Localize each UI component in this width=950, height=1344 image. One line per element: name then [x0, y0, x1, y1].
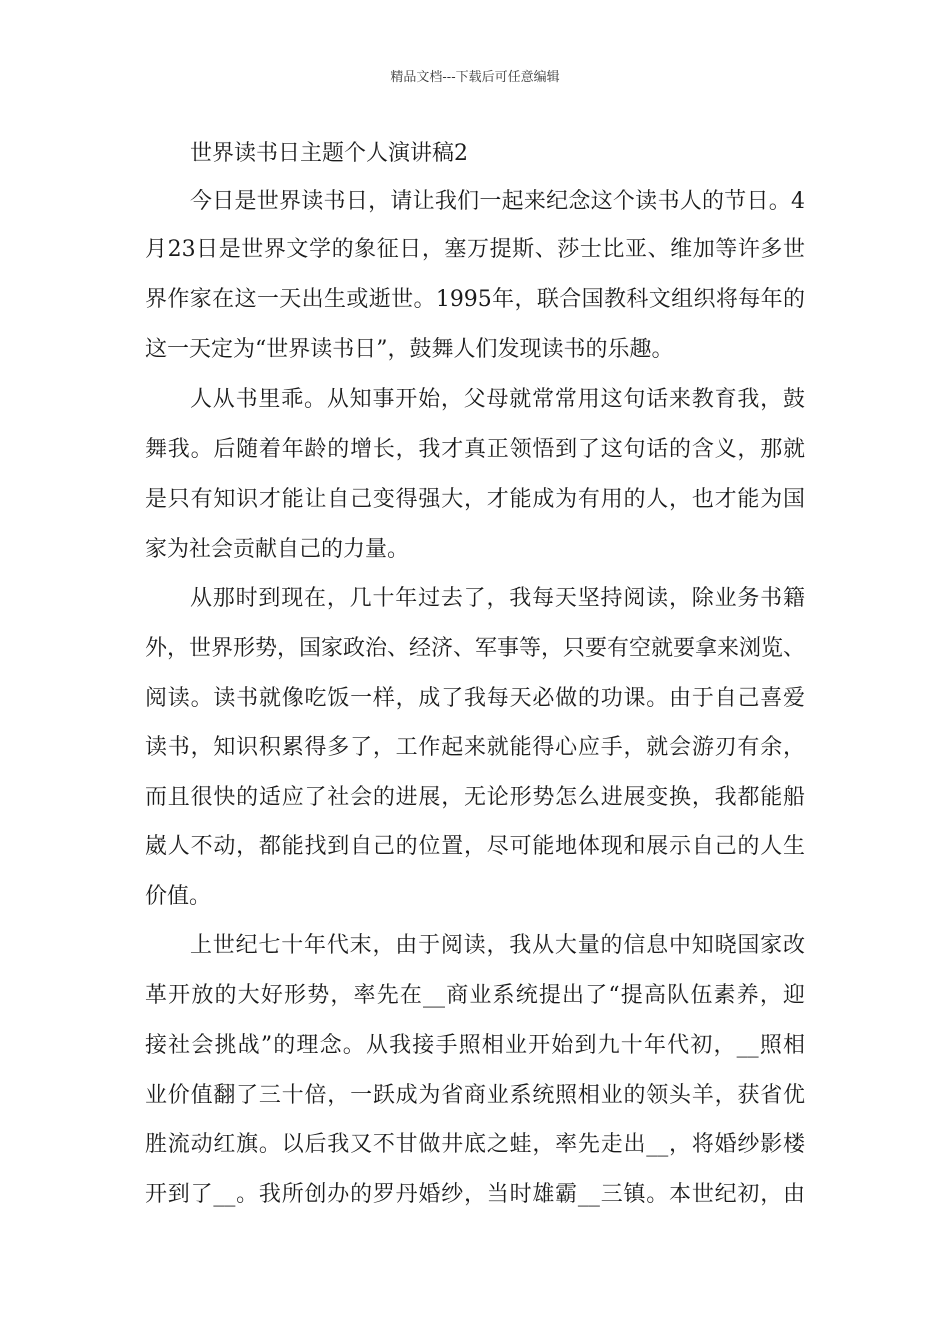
document-title: 世界读书日主题个人演讲稿2	[190, 141, 468, 166]
text-line: 是只有知识才能让自己变得强大，才能成为有用的人，也才能为国	[145, 487, 805, 512]
text-line: 业价值翻了三十倍，一跃成为省商业系统照相业的领头羊，获省优	[145, 1083, 805, 1108]
text-line: 革开放的大好形势，率先在__商业系统提出了“提高队伍素养，迎	[145, 983, 805, 1008]
text-line: 今日是世界读书日，请让我们一起来纪念这个读书人的节日。4	[190, 189, 805, 214]
text-line: 胜流动红旗。以后我又不甘做井底之蛙，率先走出__，将婚纱影楼	[145, 1132, 805, 1157]
text-line: 价值。	[145, 884, 212, 909]
text-line: 从那时到现在，几十年过去了，我每天坚持阅读，除业务书籍	[190, 586, 805, 611]
text-line: 舞我。后随着年龄的增长，我才真正领悟到了这句话的含义，那就	[145, 437, 805, 462]
text-line: 月23日是世界文学的象征日，塞万提斯、莎士比亚、维加等许多世	[145, 237, 805, 262]
text-line: 界作家在这一天出生或逝世。1995年，联合国教科文组织将每年的	[145, 287, 805, 312]
text-line: 而且很快的适应了社会的进展，无论形势怎么进展变换，我都能船	[145, 785, 805, 810]
text-line: 读书，知识积累得多了，工作起来就能得心应手，就会游刃有余，	[145, 735, 805, 760]
text-line: 阅读。读书就像吃饭一样，成了我每天必做的功课。由于自己喜爱	[145, 686, 805, 711]
text-line: 这一天定为“世界读书日”，鼓舞人们发现读书的乐趣。	[145, 337, 674, 362]
text-line: 崴人不动，都能找到自己的位置，尽可能地体现和展示自己的人生	[145, 834, 805, 859]
page-header: 精品文档---下载后可任意编辑	[390, 70, 560, 85]
text-line: 接社会挑战”的理念。从我接手照相业开始到九十年代初，__照相	[145, 1033, 805, 1058]
text-line: 开到了__。我所创办的罗丹婚纱，当时雄霸__三镇。本世纪初，由	[145, 1182, 805, 1207]
text-line: 家为社会贡献自己的力量。	[145, 537, 410, 562]
text-line: 人从书里乖。从知事开始，父母就常常用这句话来教育我，鼓	[190, 387, 805, 412]
text-line: 外，世界形势，国家政治、经济、军事等，只要有空就要拿来浏览、	[145, 636, 806, 661]
text-line: 上世纪七十年代末，由于阅读，我从大量的信息中知晓国家改	[190, 933, 805, 958]
